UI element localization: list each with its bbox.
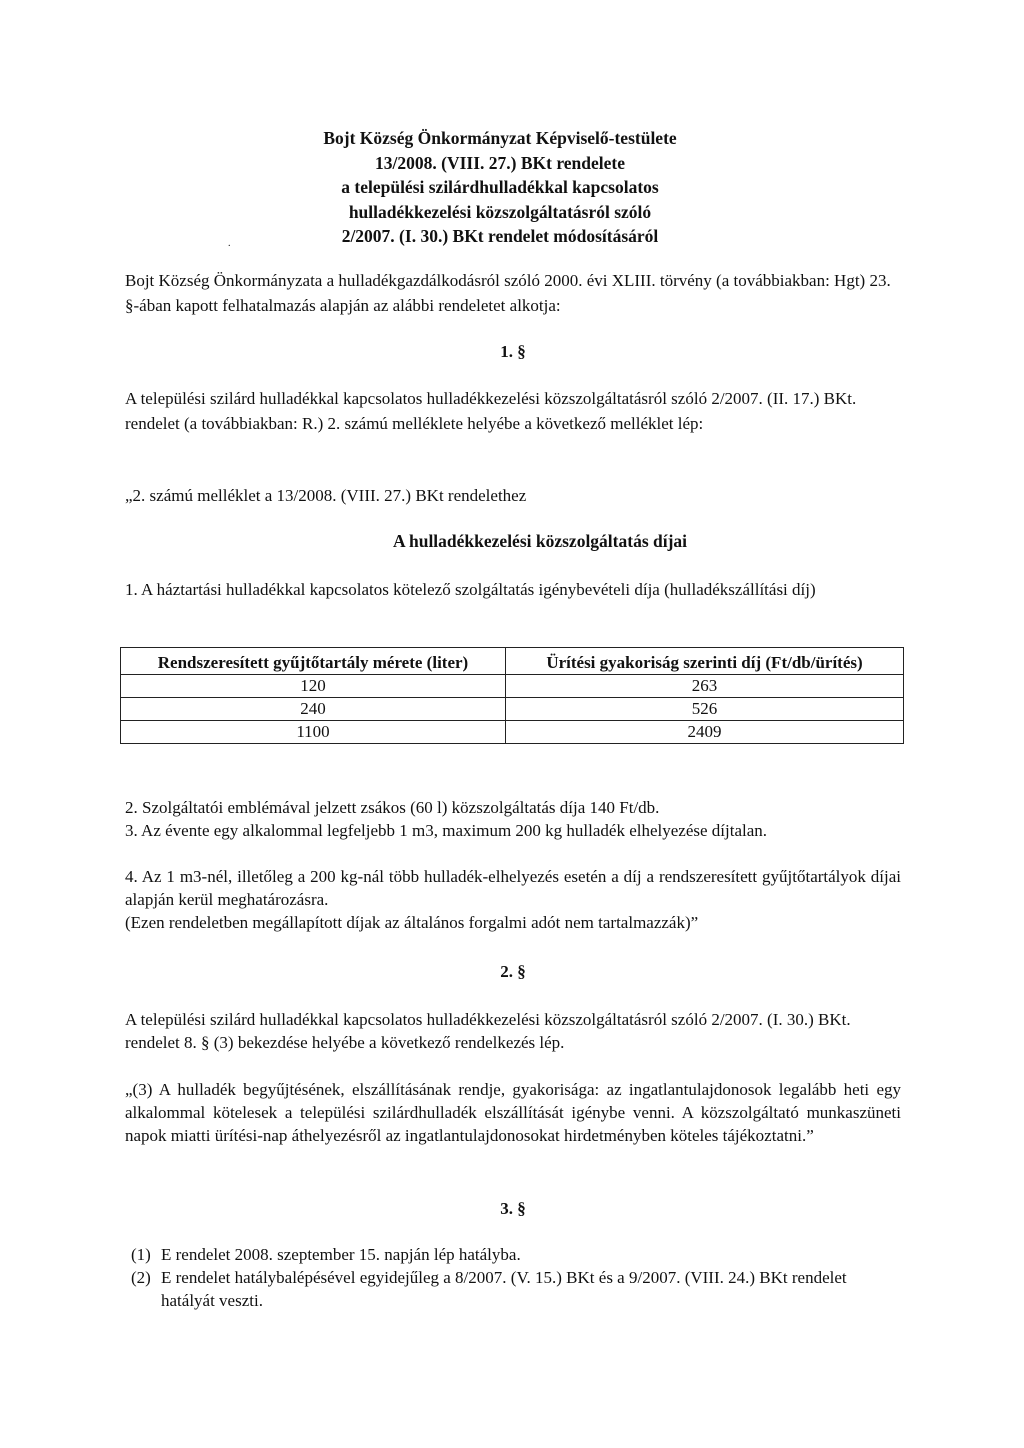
table-cell: 240	[121, 698, 506, 721]
section-2-mark: 2. §	[500, 962, 526, 981]
list-item-number: (2)	[131, 1268, 151, 1287]
list-item-number: (1)	[131, 1245, 151, 1264]
fee-item-4: 4. Az 1 m3-nél, illetőleg a 200 kg-nál több hulladék-elhelyezés esetén a díj a rendszeresített gyűjtőtartályok díjai alapján kerül meghatározásra.	[125, 867, 901, 909]
fee-table	[120, 647, 904, 744]
title-line-1: Bojt Község Önkormányzat Képviselő-testülete	[323, 128, 677, 148]
table-cell: 2409	[506, 721, 904, 744]
vat-note: (Ezen rendeletben megállapított díjak az általános forgalmi adót nem tartalmazzák)”	[125, 913, 699, 932]
section-3-list	[125, 1243, 901, 1312]
preamble: Bojt Község Önkormányzata a hulladékgazdálkodásról szóló 2000. évi XLIII. törvény (a továbbiakban: Hgt) 23. §-ában kapott felhatalmazás alapján az alábbi rendeletet alkotja:	[125, 271, 891, 315]
annex-reference: „2. számú melléklet a 13/2008. (VIII. 27.) BKt rendelethez	[125, 486, 527, 505]
table-cell: 526	[506, 698, 904, 721]
fee-item-3: 3. Az évente egy alkalommal legfeljebb 1 m3, maximum 200 kg hulladék elhelyezése díjtalan.	[125, 821, 768, 840]
section-1-text: A települési szilárd hulladékkal kapcsolatos hulladékkezelési közszolgáltatásról szóló 2/2007. (II. 17.) BKt. rendelet (a továbbiakban: R.) 2. számú melléklete helyébe a következő melléklet lép:	[125, 389, 857, 433]
header-fee: Ürítési gyakoriság szerinti díj (Ft/db/ürítés)	[506, 648, 904, 675]
section-3-mark: 3. §	[500, 1199, 526, 1218]
table-cell: 263	[506, 675, 904, 698]
section-1-mark: 1. §	[500, 342, 526, 361]
title-line-2: 13/2008. (VIII. 27.) BKt rendelete	[375, 152, 625, 173]
fee-item-1: 1. A háztartási hulladékkal kapcsolatos kötelező szolgáltatás igénybevételi díja (hulladékszállítási díj)	[125, 580, 816, 599]
fee-item-2: 2. Szolgáltatói emblémával jelzett zsákos (60 l) közszolgáltatás díja 140 Ft/db.	[125, 798, 660, 817]
header-container-size: Rendszeresített gyűjtőtartály mérete (liter)	[121, 648, 506, 675]
title-line-5: 2/2007. (I. 30.) BKt rendelet módosításáról	[341, 226, 659, 246]
title-line-4: hulladékkezelési közszolgáltatásról szóló	[348, 201, 652, 222]
list-item	[125, 1243, 901, 1266]
table-row	[121, 698, 904, 721]
list-item-text: E rendelet 2008. szeptember 15. napján lép hatályba.	[161, 1245, 521, 1264]
list-item	[125, 1266, 901, 1312]
title-line-3: a települési szilárdhulladékkal kapcsolatos	[341, 177, 659, 197]
list-item-text: E rendelet hatálybalépésével egyidejűleg a 8/2007. (V. 15.) BKt és a 9/2007. (VIII. 24.) BKt rendelet hatályát veszti.	[161, 1268, 847, 1310]
section-2-quote: „(3) A hulladék begyűjtésének, elszállításának rendje, gyakorisága: az ingatlantulajdonosok legalább heti egy alkalommal kötelesek a települési szilárdhulladék elszállítását igénybe venni. A közszolgáltató munkaszüneti napok miatti ürítési-nap áthelyezésről az ingatlantulajdonosokat hirdetményben köteles tájékoztatni.”	[125, 1080, 901, 1145]
fee-table-header-row	[121, 648, 904, 675]
table-row	[121, 675, 904, 698]
table-row	[121, 721, 904, 744]
section-2-text: A települési szilárd hulladékkal kapcsolatos hulladékkezelési közszolgáltatásról szóló 2/2007. (I. 30.) BKt. rendelet 8. § (3) bekezdése helyébe a következő rendelkezés lép.	[125, 1010, 851, 1052]
stray-dot: .	[228, 238, 231, 249]
table-cell: 120	[121, 675, 506, 698]
table-cell: 1100	[121, 721, 506, 744]
document-title	[150, 126, 850, 249]
annex-title: A hulladékkezelési közszolgáltatás díjai	[392, 531, 688, 551]
